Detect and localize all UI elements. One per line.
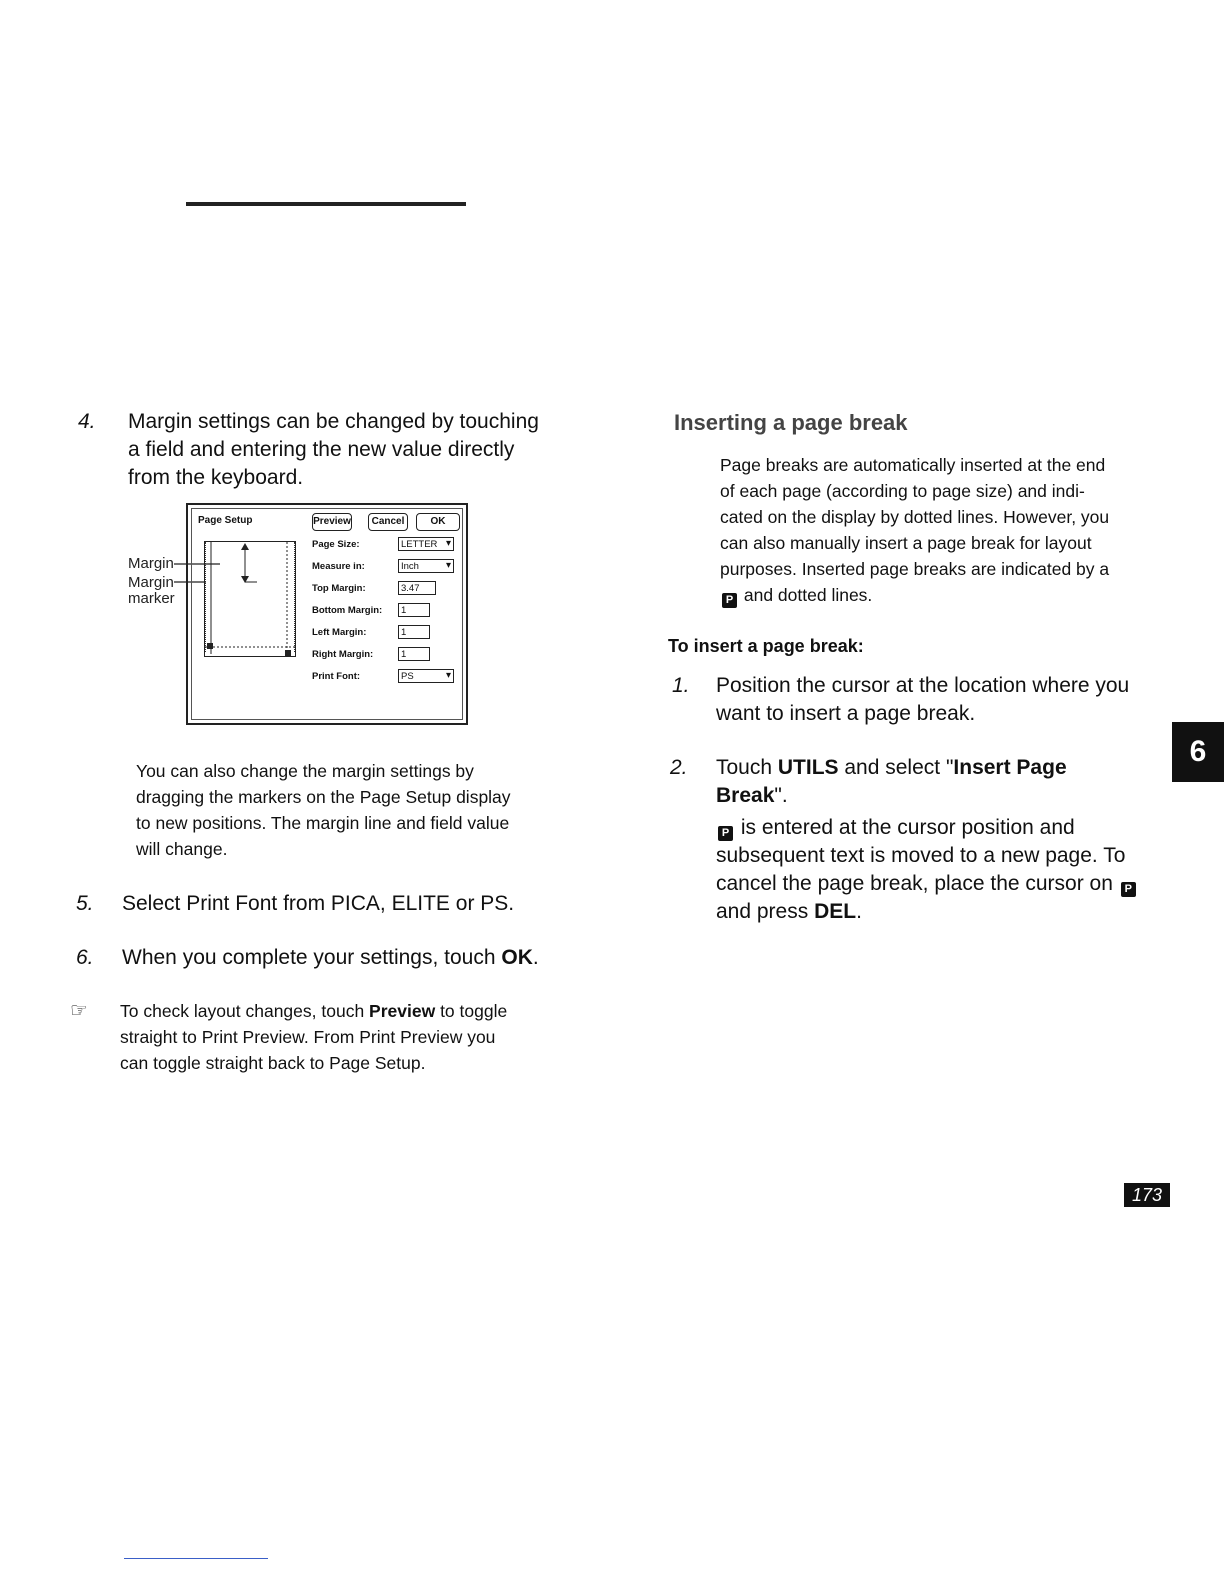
preview-button[interactable]: Preview bbox=[312, 513, 352, 531]
pointing-hand-icon: ☞ bbox=[70, 1000, 88, 1022]
margin-label: Margin bbox=[128, 555, 174, 572]
page-setup-dialog bbox=[186, 503, 468, 725]
margin-drag-paragraph: You can also change the margin settings by dragging the markers on the Page Setup display to new positions. The margin line and field value will change. bbox=[136, 761, 511, 859]
footer-rule bbox=[124, 1558, 268, 1559]
right-margin-field[interactable]: 1 bbox=[398, 647, 430, 661]
page-preview bbox=[204, 541, 296, 657]
step-number: 5. bbox=[76, 892, 94, 915]
section-heading: Inserting a page break bbox=[674, 410, 908, 435]
step-2-text: Touch UTILS and select "Insert Page Break". bbox=[716, 756, 1067, 807]
step-1-text: Position the cursor at the location where you want to insert a page break. bbox=[716, 674, 1130, 725]
step-number: 1. bbox=[672, 674, 690, 697]
page-break-mark-icon: P bbox=[722, 593, 737, 608]
left-margin-label: Left Margin: bbox=[312, 627, 367, 638]
page-break-mark-icon: P bbox=[1121, 882, 1136, 897]
step-5-text: Select Print Font from PICA, ELITE or PS. bbox=[122, 892, 515, 915]
page-size-select[interactable]: LETTER ▾ bbox=[398, 537, 454, 551]
measure-in-select[interactable]: Inch ▾ bbox=[398, 559, 454, 573]
step-number: 6. bbox=[76, 946, 94, 969]
intro-paragraph: Page breaks are automatically inserted at the end of each page (according to page size) and indi- cated on the display by dotted lines. However, you can also manually insert a page break for layout purposes. Inserted page breaks are indicated by a P and dotted lines. bbox=[720, 455, 1110, 606]
margin-markers bbox=[205, 542, 295, 656]
bottom-margin-label: Bottom Margin: bbox=[312, 605, 383, 616]
measure-in-label: Measure in: bbox=[312, 561, 365, 572]
step-6-text: When you complete your settings, touch OK. bbox=[122, 946, 539, 969]
step-number: 2. bbox=[670, 756, 688, 779]
print-font-select[interactable]: PS ▾ bbox=[398, 669, 454, 683]
dialog-title: Page Setup bbox=[198, 515, 253, 526]
page-number: 173 bbox=[1124, 1183, 1170, 1207]
chapter-tab: 6 bbox=[1172, 722, 1224, 782]
bottom-margin-field[interactable]: 1 bbox=[398, 603, 430, 617]
step-4-text: Margin settings can be changed by touching a field and entering the new value directly from the keyboard. bbox=[128, 410, 539, 489]
page-break-mark-icon: P bbox=[718, 826, 733, 841]
step-number: 4. bbox=[78, 410, 96, 433]
subheading: To insert a page break: bbox=[668, 636, 864, 656]
left-margin-field[interactable]: 1 bbox=[398, 625, 430, 639]
margin-marker-label: Margin marker bbox=[128, 574, 175, 607]
ok-button[interactable]: OK bbox=[416, 513, 460, 531]
top-margin-label: Top Margin: bbox=[312, 583, 366, 594]
cancel-button[interactable]: Cancel bbox=[368, 513, 408, 531]
right-margin-label: Right Margin: bbox=[312, 649, 374, 660]
top-margin-field[interactable]: 3.47 bbox=[398, 581, 436, 595]
step-2-result: P is entered at the cursor position and subsequent text is moved to a new page. To cancel the page break, place the cursor on P and press DEL. bbox=[716, 814, 1138, 926]
page-size-label: Page Size: bbox=[312, 539, 360, 550]
note-text: To check layout changes, touch Preview to toggle straight to Print Preview. From Print Preview you can toggle straight back to Page Setup. bbox=[120, 1001, 508, 1073]
print-font-label: Print Font: bbox=[312, 671, 361, 682]
